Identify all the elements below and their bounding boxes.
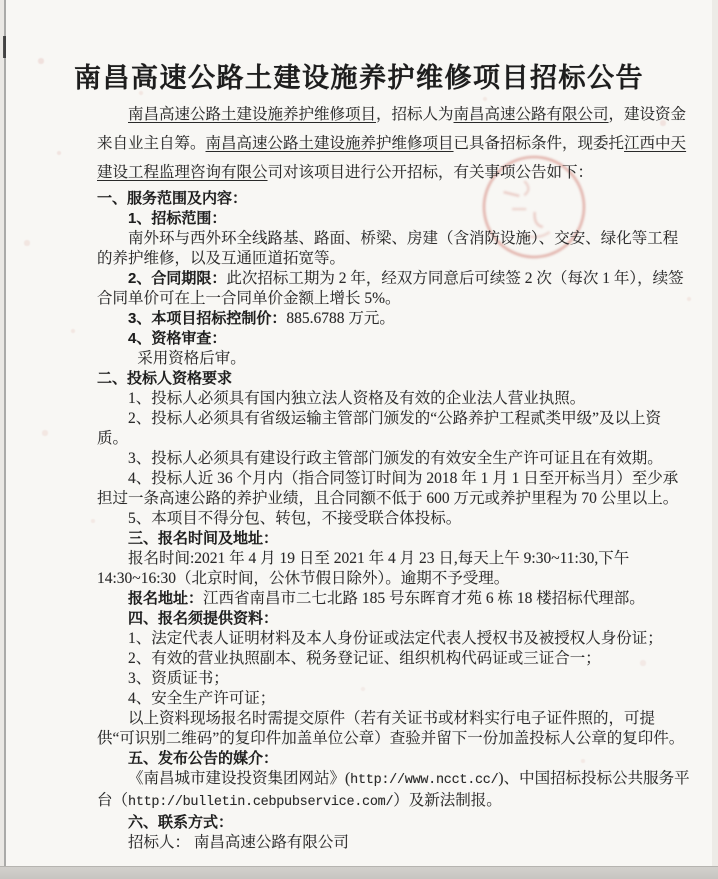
intro-paragraph: [97, 100, 690, 187]
bold-label: 4、资格审查：: [128, 330, 227, 347]
text-run: 以上资料现场报名时需提交原件（若有关证书或材料实行电子证件照的，可提供“可识别二维码”的复印件加盖单位公章）查验并留下一份加盖投标人公章的复印件。: [97, 710, 685, 747]
bidder-requirement-4: [97, 469, 690, 509]
bold-label: 五、发布公告的媒介：: [128, 750, 279, 767]
text-run: ）及新法制报。: [393, 792, 502, 809]
url-text: http://bulletin.cebpubservice.com/: [128, 795, 394, 810]
item-1-3-control-price: [97, 309, 690, 329]
text-run: ，招标人为: [376, 106, 454, 123]
bold-label: 1、招标范围：: [128, 210, 227, 227]
text-run: 2、投标人必须具有省级运输主管部门颁发的“公路养护工程贰类甲级”及以上资质。: [97, 410, 662, 447]
documents-note: [97, 709, 690, 749]
text-run: 此次招标工期为 2 年，经双方同意后可续签 2 次（每次 1 年），续签合同单价可在上一合同单价金额上增长 5%。: [97, 270, 684, 307]
text-run: 江西省南昌市二七北路 185 号东晖育才苑 6 栋 18 楼招标代理部。: [203, 590, 645, 607]
underlined-text: 南昌高速公路土建设施养护维修项目: [128, 106, 377, 123]
underlined-text: 南昌高速公路土建设施养护维修项目: [205, 135, 454, 152]
text-run: 南外环与西外环全线路基、路面、桥梁、房建（含消防设施）、交安、绿化等工程的养护维修，以及互通匝道拓宽等。: [97, 230, 679, 267]
text-run: )、中国招标投标公共服务平台（: [97, 770, 690, 809]
contact-tenderer: [97, 833, 690, 853]
bidder-requirement-5: [97, 509, 690, 529]
section-3-heading: [97, 529, 690, 549]
bold-label: 二、投标人资格要求: [97, 370, 233, 387]
bold-label: 三、报名时间及地址：: [128, 530, 279, 547]
section-2-heading: [97, 369, 690, 389]
bold-label: 六、联系方式：: [128, 814, 234, 831]
section-1-heading: [97, 189, 690, 209]
text-run: 3、资质证书；: [128, 670, 229, 687]
document-body: [97, 100, 690, 853]
required-document-4: [97, 689, 690, 709]
scan-edge-bottom: [0, 866, 718, 879]
document-title: 南昌高速公路土建设施养护维修项目招标公告: [74, 63, 644, 94]
page-edge-line: [4, 0, 6, 870]
bidder-requirement-1: [97, 389, 690, 409]
bold-label: 一、服务范围及内容：: [97, 190, 248, 207]
text-run: 3、投标人必须具有建设行政主管部门颁发的有效安全生产许可证且在有效期。: [128, 450, 663, 467]
text-run: 2、有效的营业执照副本、税务登记证、组织机构代码证或三证合一；: [128, 650, 601, 667]
required-document-1: [97, 629, 690, 649]
text-run: 司对该项目进行公开招标，有关事项公告如下：: [267, 164, 594, 181]
bold-label: 四、报名须提供资料：: [128, 610, 279, 627]
registration-time: [97, 549, 690, 589]
item-1-1-scope-label: [97, 209, 690, 229]
text-run: 招标人： 南昌高速公路有限公司: [128, 834, 349, 851]
text-run: 已具备招标条件，现委托: [453, 135, 625, 152]
bold-label: 2、合同期限：: [128, 270, 227, 287]
text-run: 885.6788 万元。: [286, 310, 395, 327]
announcement-media: [97, 769, 690, 813]
required-document-2: [97, 649, 690, 669]
required-document-3: [97, 669, 690, 689]
page-edge-mark: [3, 36, 6, 58]
text-run: 4、安全生产许可证；: [128, 690, 276, 707]
bidder-requirement-3: [97, 449, 690, 469]
url-text: http://www.ncct.cc/: [350, 773, 499, 788]
section-6-heading: [97, 813, 690, 833]
underlined-text: 南昌高速公路有限公司: [453, 106, 609, 123]
registration-address: [97, 589, 690, 609]
bold-label: 报名地址：: [128, 590, 204, 607]
text-run: 《南昌城市建设投资集团网站》(: [128, 770, 351, 787]
text-run: 报名时间:2021 年 4 月 19 日至 2021 年 4 月 23 日,每天上午 9:30~11:30,下午 14:30~16:30（北京时间，公休节假日除外）。逾期不予受理。: [97, 550, 630, 587]
item-1-2-contract-term: [97, 269, 690, 309]
text-run: 1、法定代表人证明材料及本人身份证或法定代表人授权书及被授权人身份证；: [128, 630, 663, 647]
section-4-heading: [97, 609, 690, 629]
section-5-heading: [97, 749, 690, 769]
qualification-review-method: [97, 349, 690, 369]
bold-label: 3、本项目招标控制价：: [128, 310, 287, 327]
item-1-4-qualification-review: [97, 329, 690, 349]
text-run: 5、本项目不得分包、转包，不接受联合体投标。: [128, 510, 462, 527]
text-run: 采用资格后审。: [137, 350, 246, 367]
text-run: 4、投标人近 36 个月内（指合同签订时间为 2018 年 1 月 1 日至开标当月）至少承担过一条高速公路的养护业绩，且合同额不低于 600 万元或养护里程为 70 公里以上。: [97, 470, 679, 507]
underlined-text: 江西中天建设工程监理咨询有限公: [97, 135, 687, 181]
scan-edge-right: [712, 0, 718, 868]
item-1-1-scope-text: [97, 229, 690, 269]
bidder-requirement-2: [97, 409, 690, 449]
text-run: ，建设资金来自业主自筹。: [97, 106, 687, 152]
text-run: 1、投标人必须具有国内独立法人资格及有效的企业法人营业执照。: [128, 390, 586, 407]
